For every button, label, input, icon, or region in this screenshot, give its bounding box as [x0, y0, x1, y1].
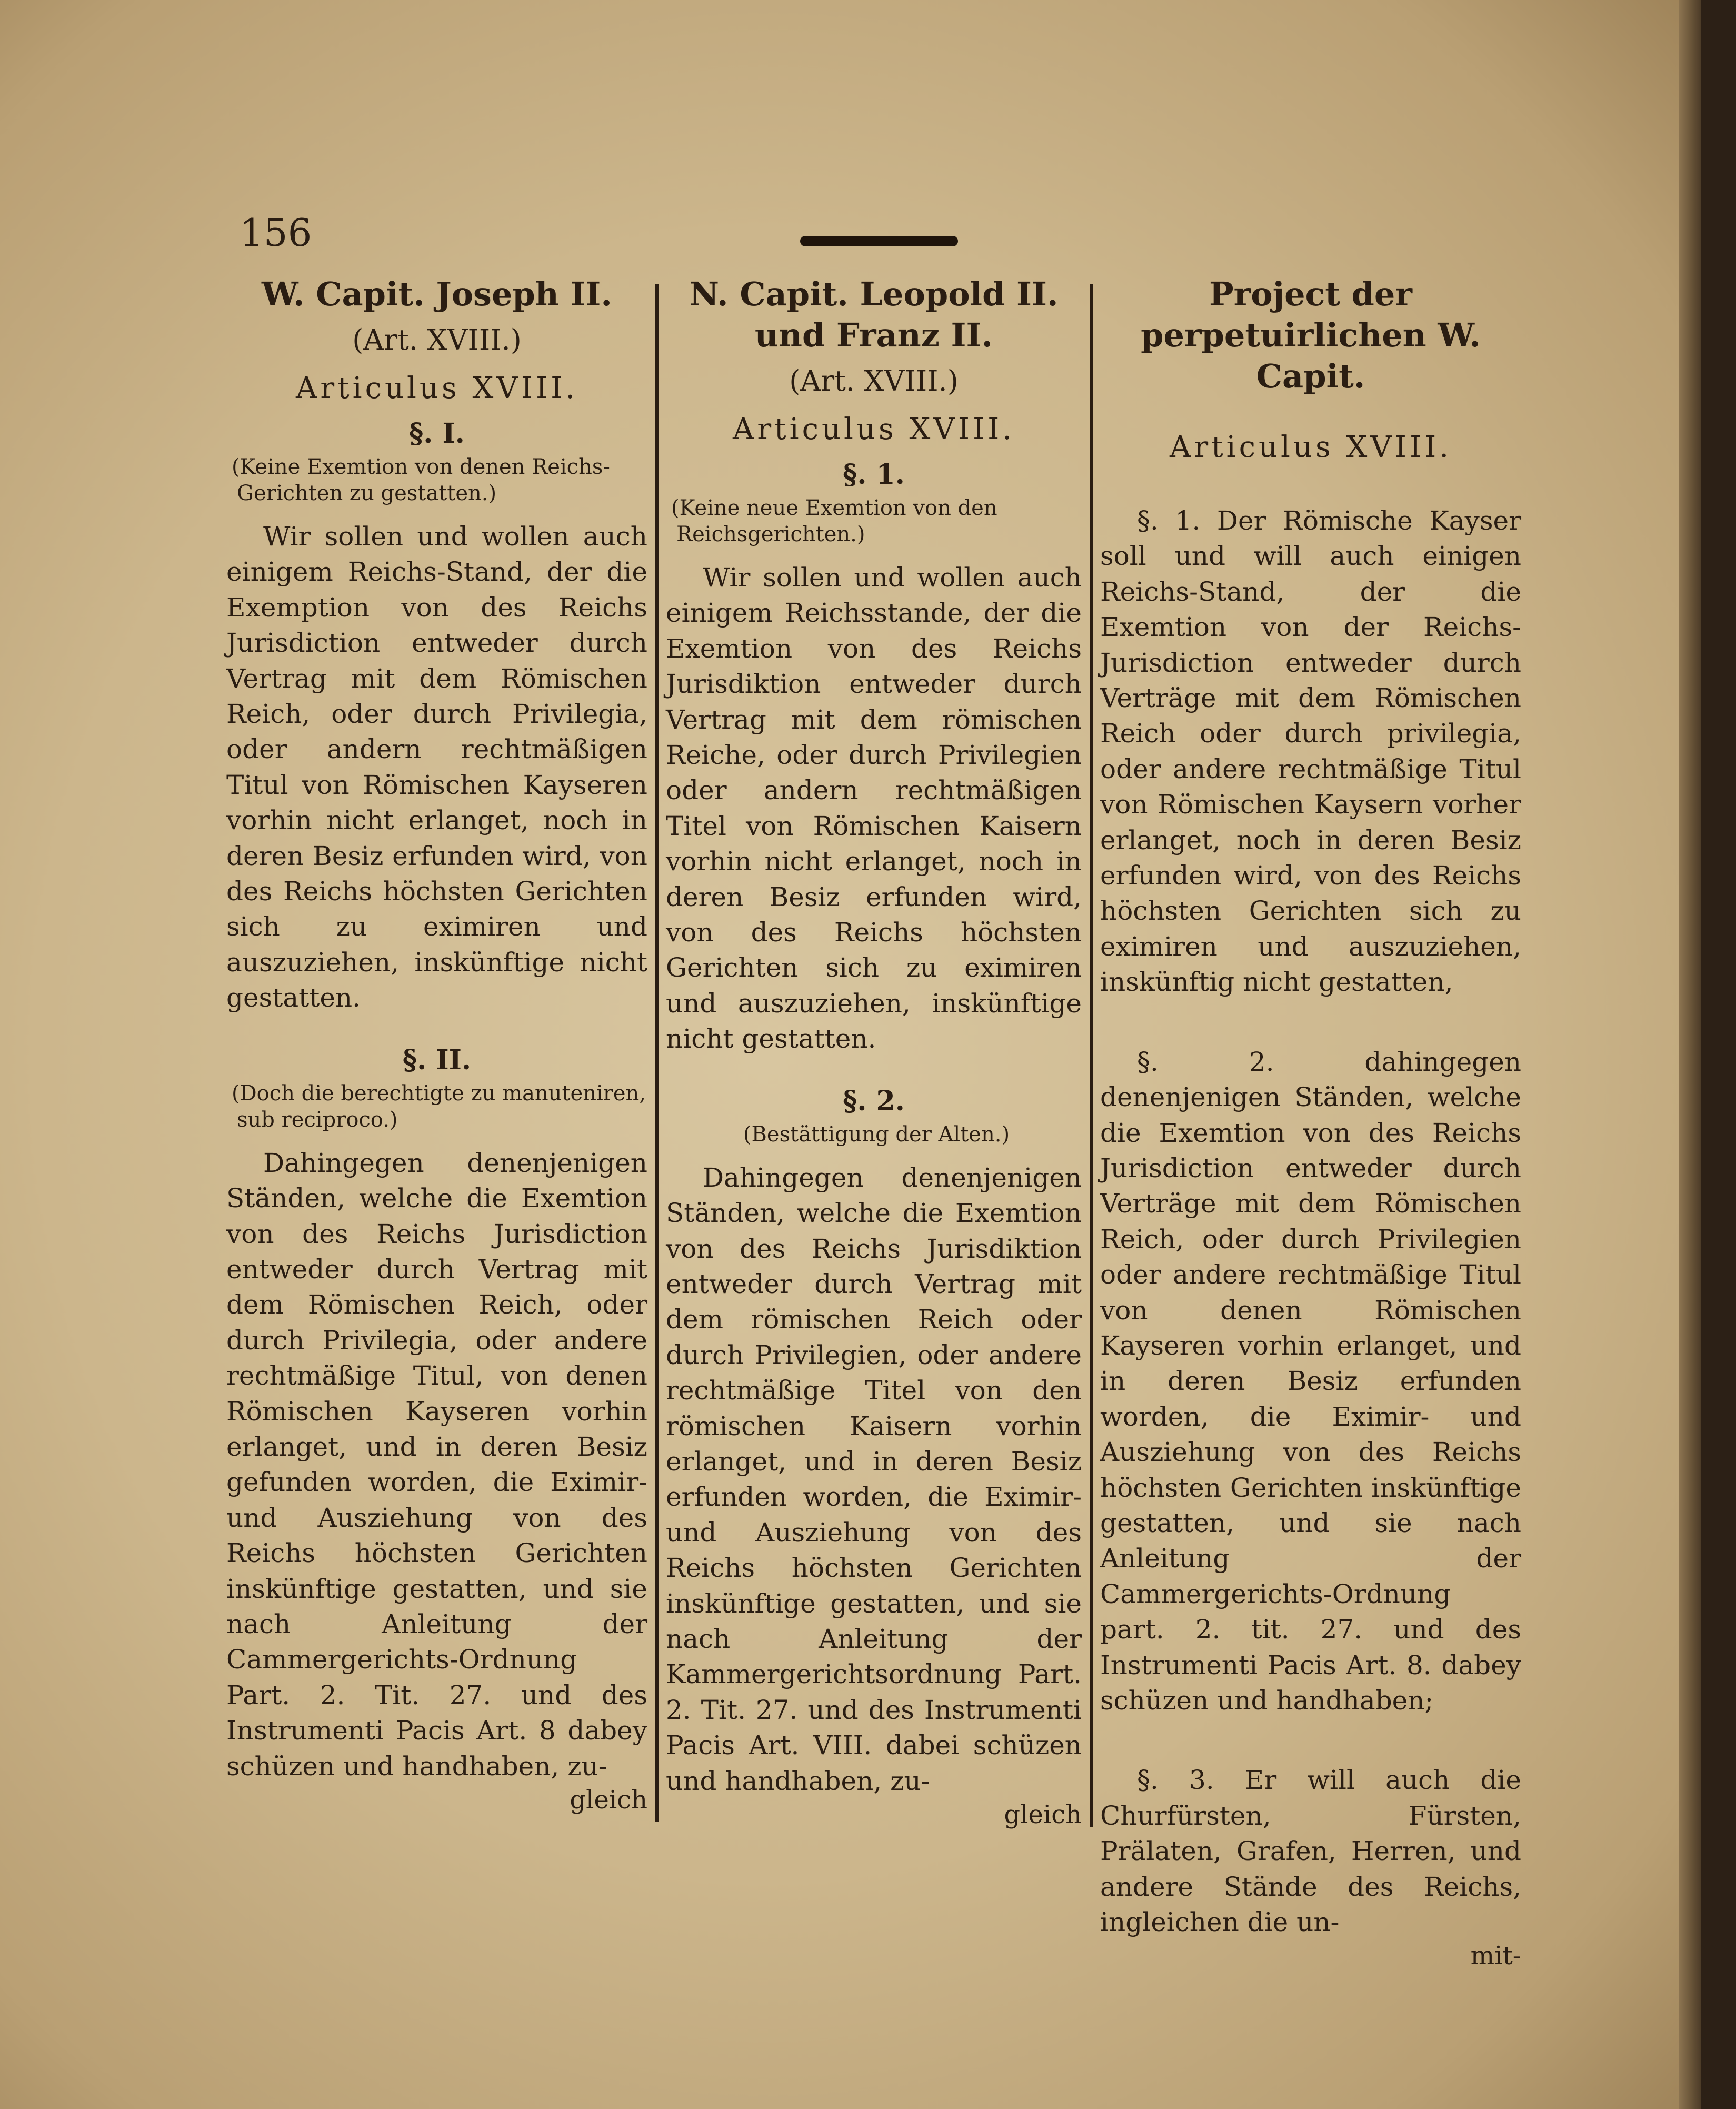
paragraph: §. 2. dahingegen denenjenigen Ständen, welche die Exemtion von des Reichs Jurisdiction entweder durch Verträge mit dem Römischen Reich, oder durch Privilegien oder andere rechtmäßige Titul von denen Römischen Kayseren vorhin erlanget, und in deren Besiz erfunden worden, die Eximir- und Ausziehung von des Reichs höchsten Gerichten inskünftige gestatten, und sie nach Anleitung der Cammergerichts-Ordnung part. 2. tit. 27. und des Instrumenti Pacis Art. 8. dabey schüzen und handhaben;	[1100, 1046, 1521, 1716]
header-ornament-rule	[800, 236, 958, 246]
page-gutter	[1679, 0, 1701, 2109]
section-text: Dahingegen denenjenigen Ständen, welche die Exemtion von des Reichs Jurisdiktion entweder durch Vertrag mit dem römischen Reich oder durch Privilegien, oder andere rechtmäßige Titel von den römischen Kaisern vorhin erlanget, und in deren Besiz erfunden worden, die Eximir- und Ausziehung von des Reichs höchsten Gerichten inskünftige gestatten, und sie nach Anleitung der Kammergerichtsordnung Part. 2. Tit. 27. und des Instrumenti Pacis Art. VIII. dabei schüzen und handhaben, zu-	[666, 1162, 1082, 1796]
marginal-note: (Bestättigung der Alten.)	[743, 1122, 1010, 1147]
column-title: W. Capit. Joseph II.	[261, 275, 612, 313]
column-title: Project der perpetuirlichen W. Capit.	[1141, 275, 1481, 395]
article-reference: (Art. XVIII.)	[352, 323, 522, 356]
catchword: gleich	[570, 1785, 647, 1815]
paragraph: §. 3. Er will auch die Churfürsten, Fürsten, Prälaten, Grafen, Herren, und andere Stände des Reichs, ingleichen die un-	[1100, 1765, 1521, 1938]
column-title: N. Capit. Leopold II. und Franz II.	[689, 275, 1059, 354]
column-joseph-ii	[226, 274, 647, 1816]
section-heading: §. 1.	[843, 459, 905, 491]
marginal-note: (Doch die berechtigte zu manuteniren, sub reciproco.)	[232, 1081, 646, 1132]
marginal-note: (Keine neue Exemtion von den Reichsgerichten.)	[671, 496, 997, 546]
section-heading: §. 2.	[843, 1085, 905, 1117]
marginal-note: (Keine Exemtion von denen Reichs-Gerichten zu gestatten.)	[232, 455, 610, 505]
column-perpetual-capitulation	[1100, 274, 1521, 1972]
catchword: gleich	[1004, 1800, 1082, 1829]
section-text: Wir sollen und wollen auch einigem Reichsstande, der die Exemtion von des Reichs Jurisdiktion entweder durch Vertrag mit dem römischen Reiche, oder durch Privilegien oder andern rechtmäßigen Titel von Römischen Kaisern vorhin nicht erlanget, noch in deren Besiz erfunden wird, von des Reichs höchsten Gerichten sich zu eximiren und auszuziehen, inskünftige nicht gestatten.	[666, 562, 1082, 1054]
section-heading: §. II.	[402, 1043, 472, 1076]
section-heading: §. I.	[409, 417, 465, 450]
column-leopold-franz	[666, 274, 1082, 1831]
articulus-heading: Articulus XVIII.	[1169, 430, 1452, 464]
articulus-heading: Articulus XVIII.	[732, 412, 1015, 446]
section-text: Wir sollen und wollen auch einigem Reichs-Stand, der die Exemption von des Reichs Jurisdiction entweder durch Vertrag mit dem Römischen Reich, oder durch Privilegia, oder andern rechtmäßigen Titul von Römischen Kayseren vorhin nicht erlanget, noch in deren Besiz erfunden wird, von des Reichs höchsten Gerichten sich zu eximiren und auszuziehen, inskünftige nicht gestatten.	[226, 521, 647, 1013]
article-reference: (Art. XVIII.)	[789, 364, 959, 397]
section-text: Dahingegen denenjenigen Ständen, welche die Exemtion von des Reichs Jurisdiction entweder durch Vertrag mit dem Römischen Reich, oder durch Privilegia, oder andere rechtmäßige Titul, von denen Römischen Kayseren vorhin erlanget, und in deren Besiz gefunden worden, die Eximir- und Ausziehung von des Reichs höchsten Gerichten inskünftige gestatten, und sie nach Anleitung der Cammergerichts-Ordnung Part. 2. Tit. 27. und des Instrumenti Pacis Art. 8 dabey schüzen und handhaben, zu-	[226, 1147, 647, 1782]
paragraph: §. 1. Der Römische Kayser soll und will auch einigen Reichs-Stand, der die Exemtion von der Reichs-Jurisdiction entweder durch Verträge mit dem Römischen Reich oder durch privilegia, oder andere rechtmäßige Titul von Römischen Kaysern vorher erlanget, noch in deren Besiz erfunden wird, von des Reichs höchsten Gerichten sich zu eximiren und auszuziehen, inskünftig nicht gestatten,	[1100, 505, 1521, 998]
column-divider	[655, 284, 659, 1822]
book-edge	[1701, 0, 1736, 2109]
catchword: mit-	[1470, 1941, 1521, 1971]
column-divider	[1090, 284, 1093, 1827]
page-number: 156	[240, 211, 312, 255]
articulus-heading: Articulus XVIII.	[295, 371, 578, 405]
